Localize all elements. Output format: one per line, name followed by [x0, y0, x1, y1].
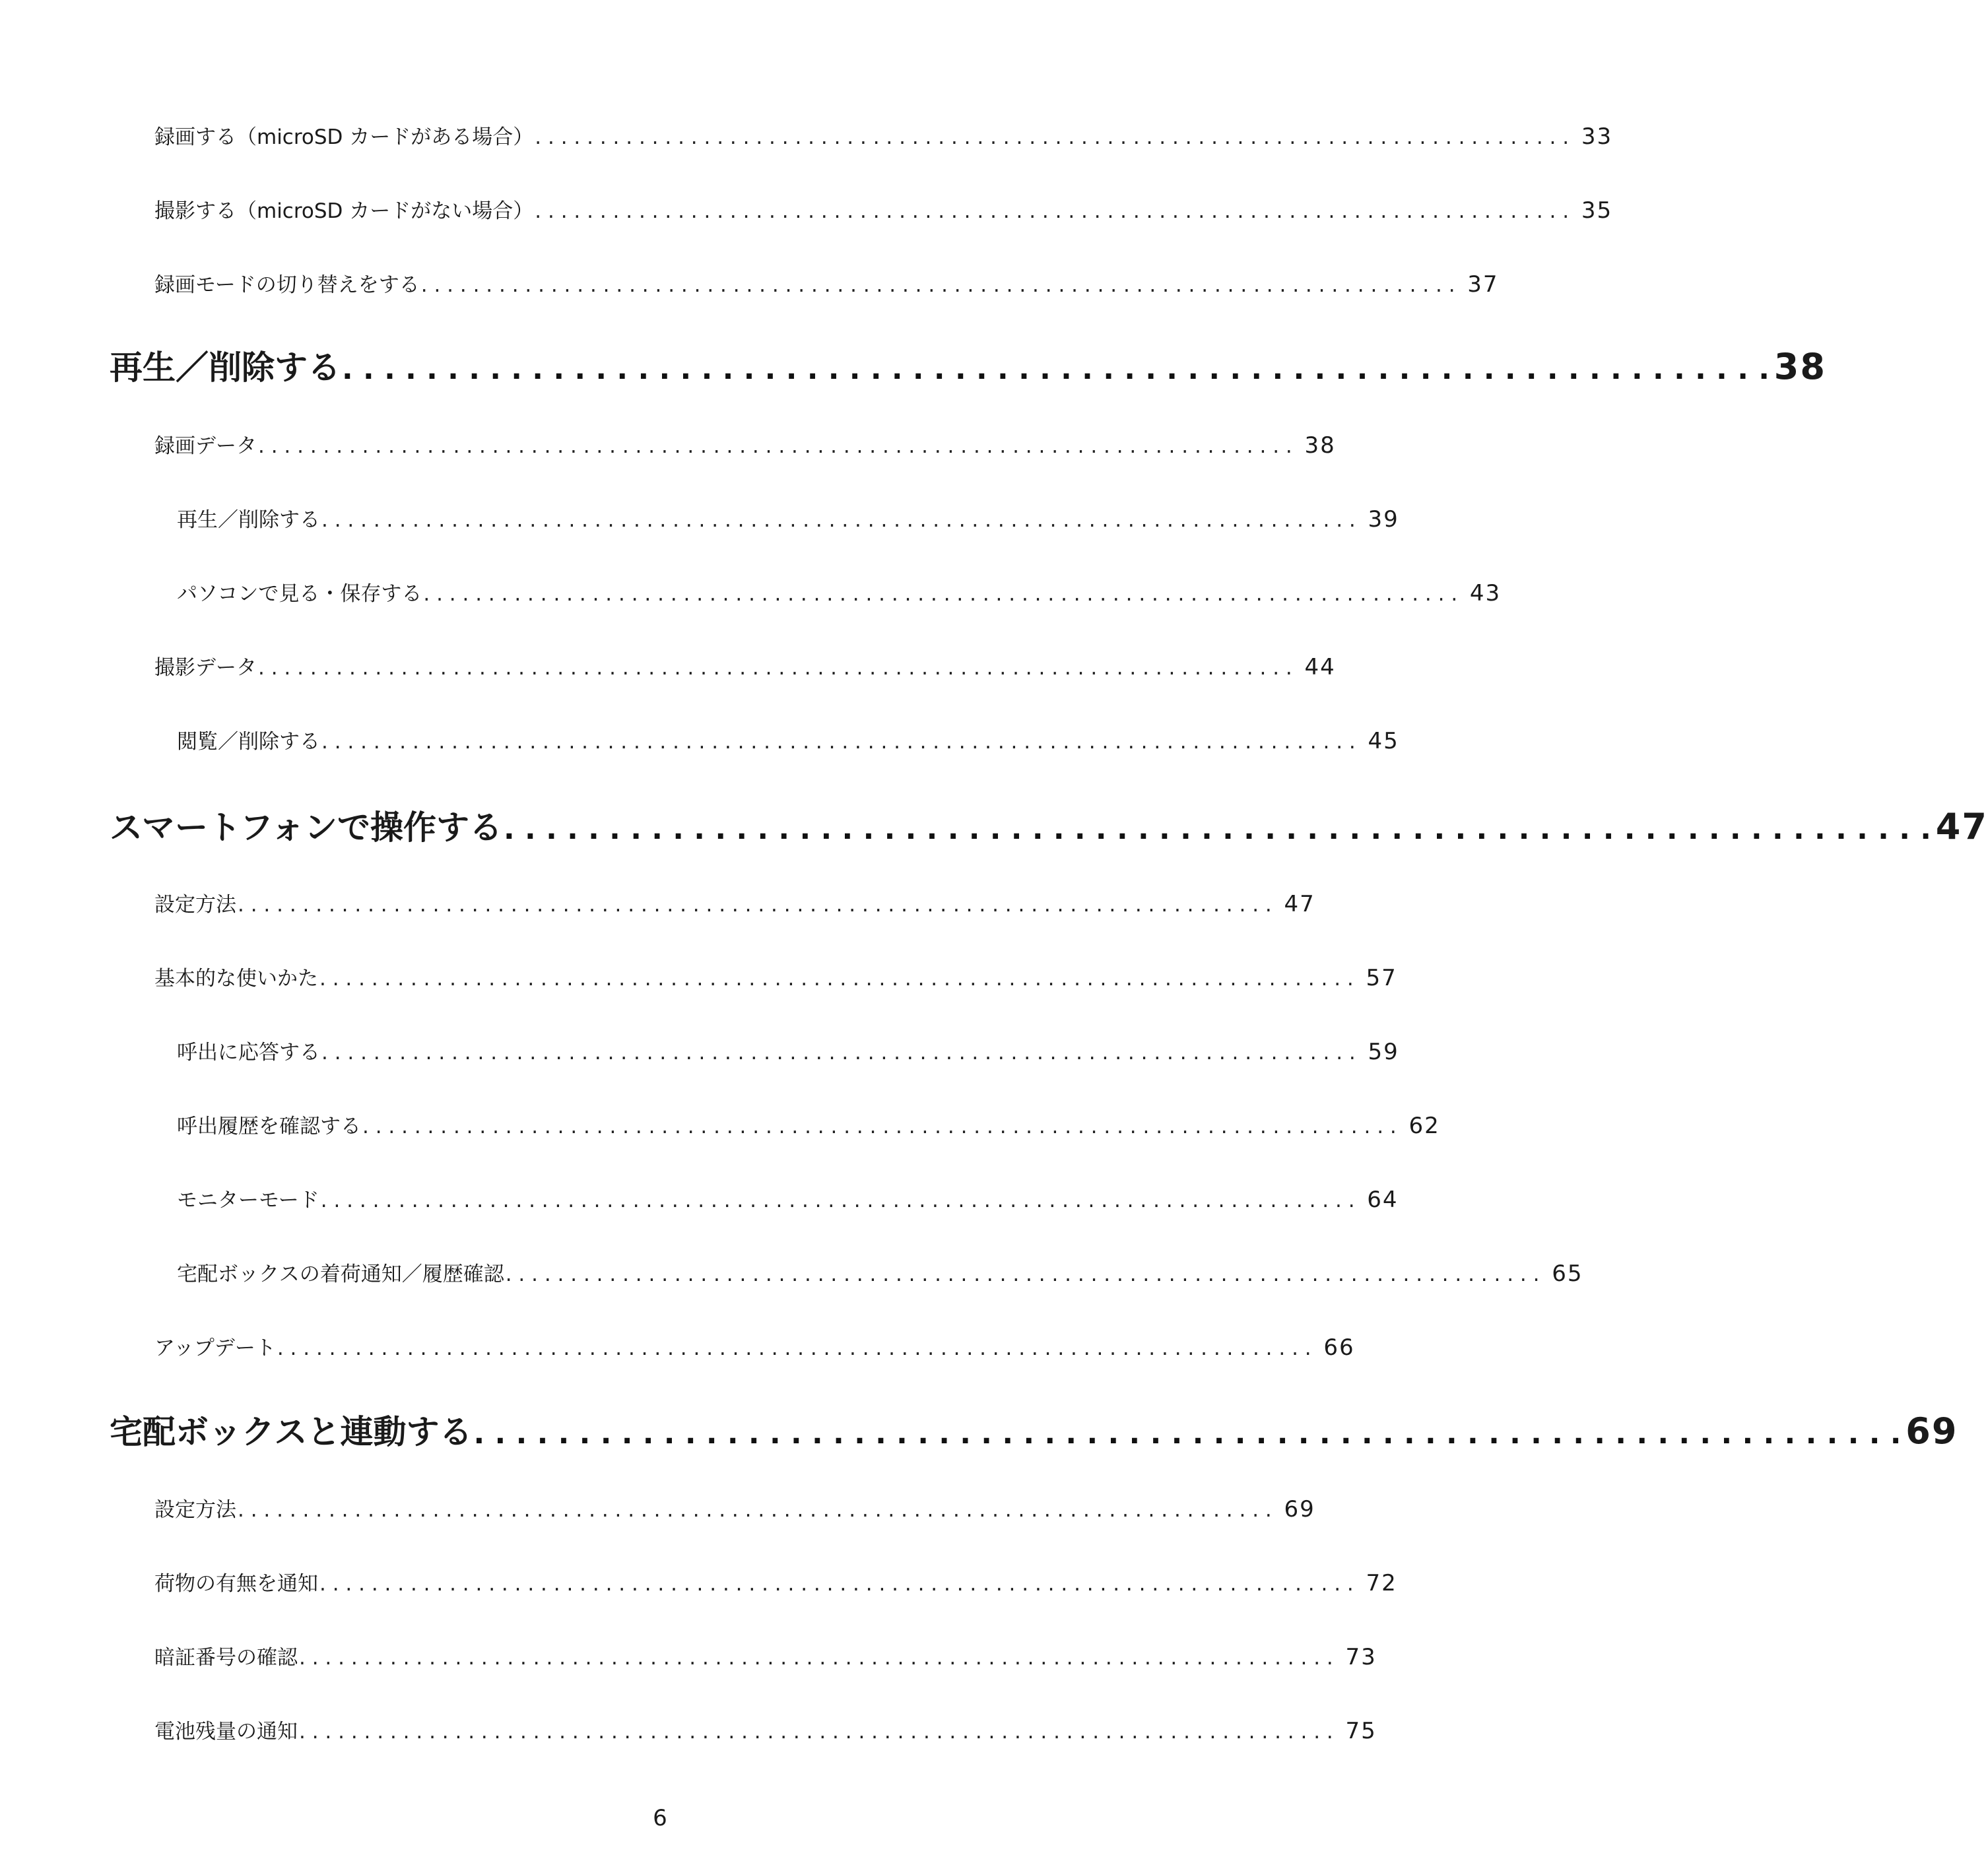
toc-dot-leader: . . . . . . . . . . . . . . . . . . . . . . . . . . . . . . . . . . . . . . . . . . . . . . . . . . . . . . . . . . . . . . . . . . . . . . . . . . . . . . . .: [299, 1720, 1333, 1744]
toc-entry-page: 45: [1368, 728, 1399, 754]
toc-entry[interactable]: [154, 194, 1613, 224]
toc-entry[interactable]: [154, 1331, 1355, 1361]
toc-dot-leader: . . . . . . . . . . . . . . . . . . . . . . . . . . . . . . . . . . . . . . . . . . . . . . . . . . . . . . . . . . . . . . . . . . . . . . . . . . . . . . . .: [238, 1498, 1272, 1522]
toc-entry-page: 73: [1345, 1644, 1377, 1670]
toc-dot-leader: . . . . . . . . . . . . . . . . . . . . . . . . . . . . . . . . . . . . . . . . . . . . . . . . . . . . . . . . . . . . . . . . . . . . . . . . . . . . . . . .: [420, 273, 1455, 297]
toc-entry-title: 閲覧／削除する: [177, 730, 320, 754]
toc-entry-page: 43: [1469, 580, 1502, 606]
toc-entry-title: 基本的な使いかた: [154, 967, 318, 991]
toc-entry[interactable]: [177, 503, 1399, 533]
toc-entry[interactable]: [177, 577, 1502, 606]
toc-entry-title: 撮影データ: [154, 656, 257, 680]
toc-entry-title: 宅配ボックスの着荷通知／履歴確認: [177, 1262, 504, 1286]
toc-entry-page: 57: [1366, 965, 1397, 991]
toc-dot-leader: . . . . . . . . . . . . . . . . . . . . . . . . . . . . . . . . . . . . . . . . . . . . . . . . . . . . . . . . . . . . . . . . . . . . . . . . . . . . . . . .: [299, 1646, 1333, 1670]
toc-entry-title: 撮影する（microSD カードがない場合）: [154, 199, 534, 223]
toc-entry-page: 72: [1366, 1570, 1397, 1596]
toc-entry-page: 47: [1284, 891, 1315, 917]
toc-entry-title: モニターモード: [177, 1189, 319, 1212]
toc-entry-title: 録画モードの切り替えをする: [154, 273, 420, 297]
toc-entry-page: 69: [1284, 1496, 1315, 1523]
toc-chapter[interactable]: [110, 341, 1826, 389]
toc-entry-page: 75: [1345, 1718, 1377, 1744]
toc-entry-page: 65: [1552, 1261, 1583, 1287]
toc-dot-leader: . . . . . . . . . . . . . . . . . . . . . . . . . . . . . . . . . . . . . . . . . . . . . . . . . . . . . . . . . . . . . . . . . . . . . . . . . . . . . . . .: [319, 1572, 1354, 1596]
toc-entry[interactable]: [154, 268, 1499, 298]
toc-entry-title: 暗証番号の確認: [154, 1646, 298, 1670]
toc-dot-leader: . . . . . . . . . . . . . . . . . . . . . . . . . . . . . . . . . . . . . . . . . . . . . . . . . . . . . . . . . . . . . . . . . . . . . . . . . . . . . . . .: [423, 582, 1458, 606]
toc-dot-leader: . . . . . . . . . . . . . . . . . . . . . . . . . . . . . . . . . . . . . . . . . . . . . . . . . . . . . . . . . . . . . . . . . . . . . . . . . . . . . . . .: [258, 434, 1292, 458]
toc-entry[interactable]: [154, 429, 1336, 459]
toc-entry[interactable]: [154, 120, 1613, 150]
toc-chapter-title: 宅配ボックスと連動する: [110, 1413, 473, 1451]
toc-dot-leader: . . . . . . . . . . . . . . . . . . . . . . . . . . . . . . . . . . . . . . . . . . . . . . . . . . . . . . . . . . . . . . . . . . . . . . . . . . . . . . . .: [320, 1189, 1355, 1212]
toc-entry-page: 62: [1408, 1113, 1440, 1139]
toc-dot-leader: . . . . . . . . . . . . . . . . . . . . . . . . . . . . . . . . . . . . . . . . . . . . . . . . . . . . . . . . . . . . . . . . . . . .: [342, 352, 1770, 386]
toc-entry[interactable]: [177, 1183, 1399, 1213]
toc-entry-title: 録画する（microSD カードがある場合）: [154, 125, 534, 149]
toc-entry-page: 38: [1304, 432, 1336, 459]
toc-entry-page: 35: [1581, 197, 1613, 224]
toc-entry-title: 設定方法: [154, 1498, 236, 1522]
toc-dot-leader: . . . . . . . . . . . . . . . . . . . . . . . . . . . . . . . . . . . . . . . . . . . . . . . . . . . . . . . . . . . . . . . . . . . . . . . . . . . . . . . .: [321, 730, 1356, 754]
toc-dot-leader: . . . . . . . . . . . . . . . . . . . . . . . . . . . . . . . . . . . . . . . . . . . . . . . . . . . . . . . . . . . . . . . . . . . . . . . . . . . . . . . .: [535, 199, 1570, 223]
page-number: 6: [653, 1805, 667, 1831]
toc-entry-title: アップデート: [154, 1336, 276, 1360]
toc-entry-title: パソコンで見る・保存する: [177, 582, 422, 606]
toc-entry-title: 荷物の有無を通知: [154, 1572, 318, 1596]
toc-entry[interactable]: [154, 651, 1336, 680]
toc-dot-leader: . . . . . . . . . . . . . . . . . . . . . . . . . . . . . . . . . . . . . . . . . . . . . . . . . . . . . . . . . . . . . . . . . . . . . . . . . . . . . . . .: [505, 1262, 1540, 1286]
toc-entry[interactable]: [177, 725, 1399, 754]
toc-entry-title: 録画データ: [154, 434, 257, 458]
toc-chapter-title: スマートフォンで操作する: [110, 808, 502, 847]
toc-entry[interactable]: [154, 888, 1315, 917]
toc-dot-leader: . . . . . . . . . . . . . . . . . . . . . . . . . . . . . . . . . . . . . . . . . . . . . . . . . . . . . . . . . . . . . . . . . . . . . . . . . . . . . . . .: [238, 893, 1272, 917]
toc-entry[interactable]: [177, 1257, 1583, 1287]
toc-chapter[interactable]: [110, 1406, 1958, 1453]
toc-entry[interactable]: [177, 1035, 1399, 1065]
toc-entry[interactable]: [154, 1567, 1397, 1596]
toc-entry[interactable]: [154, 962, 1397, 991]
toc-entry-page: 39: [1368, 506, 1399, 533]
toc-entry-title: 呼出履歴を確認する: [177, 1115, 361, 1138]
toc-entry[interactable]: [154, 1641, 1377, 1670]
toc-dot-leader: . . . . . . . . . . . . . . . . . . . . . . . . . . . . . . . . . . . . . . . . . . . . . . . . . . . . . . . . . . . . . . . . . . . . . . . . . . . . . . . .: [258, 656, 1292, 680]
toc-chapter-page: 38: [1773, 346, 1826, 387]
toc-dot-leader: . . . . . . . . . . . . . . . . . . . . . . . . . . . . . . . . . . . . . . . . . . . . . . . . . . . . . . . . . . . . . . . . . . . .: [473, 1417, 1902, 1451]
toc-dot-leader: . . . . . . . . . . . . . . . . . . . . . . . . . . . . . . . . . . . . . . . . . . . . . . . . . . . . . . . . . . . . . . . . . . . . . . . . . . . . . . . .: [321, 1041, 1356, 1065]
toc-entry-title: 設定方法: [154, 893, 236, 917]
toc-chapter-title: 再生／削除する: [110, 348, 341, 387]
toc-chapter-page: 69: [1905, 1410, 1958, 1452]
toc-dot-leader: . . . . . . . . . . . . . . . . . . . . . . . . . . . . . . . . . . . . . . . . . . . . . . . . . . . . . . . . . . . . . . . . . . . . . . . . . . . . . . . .: [362, 1115, 1397, 1138]
toc-chapter[interactable]: [110, 801, 1988, 849]
toc-entry-page: 44: [1304, 654, 1336, 680]
toc-dot-leader: . . . . . . . . . . . . . . . . . . . . . . . . . . . . . . . . . . . . . . . . . . . . . . . . . . . . . . . . . . . . . . . . . . . . . . . . . . . . . . . .: [319, 967, 1354, 991]
toc-chapter-page: 47: [1935, 806, 1988, 847]
toc-entry[interactable]: [177, 1109, 1440, 1139]
toc-dot-leader: . . . . . . . . . . . . . . . . . . . . . . . . . . . . . . . . . . . . . . . . . . . . . . . . . . . . . . . . . . . . . . . . . . . . . . . . . . . . . . . .: [277, 1336, 1311, 1360]
toc-dot-leader: . . . . . . . . . . . . . . . . . . . . . . . . . . . . . . . . . . . . . . . . . . . . . . . . . . . . . . . . . . . . . . . . . . . .: [504, 812, 1931, 846]
toc-dot-leader: . . . . . . . . . . . . . . . . . . . . . . . . . . . . . . . . . . . . . . . . . . . . . . . . . . . . . . . . . . . . . . . . . . . . . . . . . . . . . . . .: [535, 125, 1570, 149]
toc-entry-title: 呼出に応答する: [177, 1041, 320, 1065]
toc-entry-page: 33: [1581, 123, 1613, 150]
toc-entry-title: 再生／削除する: [177, 508, 320, 532]
toc-entry[interactable]: [154, 1715, 1377, 1744]
toc-dot-leader: . . . . . . . . . . . . . . . . . . . . . . . . . . . . . . . . . . . . . . . . . . . . . . . . . . . . . . . . . . . . . . . . . . . . . . . . . . . . . . . .: [321, 508, 1356, 532]
toc-entry-title: 電池残量の通知: [154, 1720, 298, 1744]
toc-entry-page: 66: [1323, 1334, 1355, 1361]
toc-entry-page: 37: [1467, 271, 1499, 298]
toc-entry-page: 64: [1367, 1187, 1399, 1213]
toc-entry[interactable]: [154, 1493, 1315, 1523]
toc-entry-page: 59: [1368, 1039, 1399, 1065]
